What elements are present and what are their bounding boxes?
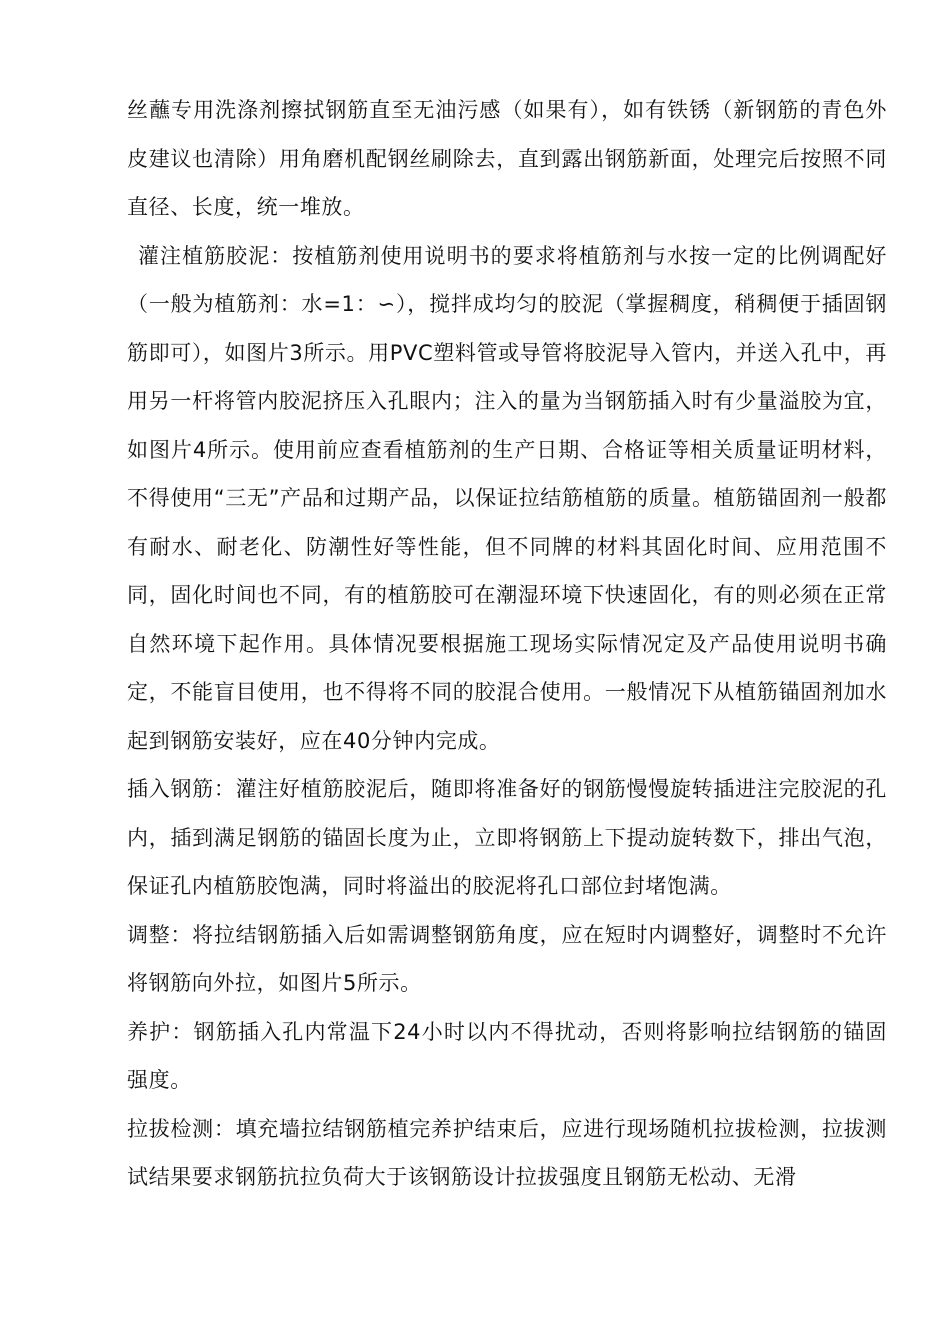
paragraph-inserting-rebar: 插入钢筋：灌注好植筋胶泥后，随即将准备好的钢筋慢慢旋转插进注完胶泥的孔内，插到满足钢筋的锚固长度为止，立即将钢筋上下提动旋转数下，排出气泡，保证孔内植筋胶饱满，同时将溢出的胶泥将孔口部位封堵饱满。 <box>127 777 887 898</box>
paragraph-cleaning-rebar: 丝蘸专用洗涤剂擦拭钢筋直至无油污感（如果有），如有铁锈（新钢筋的青色外皮建议也清除）用角磨机配钢丝刷除去，直到露出钢筋新面，处理完后按照不同直径、长度，统一堆放。 <box>127 98 887 219</box>
paragraph-adjustment: 调整：将拉结钢筋插入后如需调整钢筋角度，应在短时内调整好，调整时不允许将钢筋向外拉，如图片5所示。 <box>127 922 887 995</box>
paragraph-pullout-test: 拉拔检测：填充墙拉结钢筋植完养护结束后，应进行现场随机拉拔检测，拉拔测试结果要求钢筋抗拉负荷大于该钢筋设计拉拔强度且钢筋无松动、无滑 <box>127 1116 887 1189</box>
paragraph-grouting-adhesive: 灌注植筋胶泥：按植筋剂使用说明书的要求将植筋剂与水按一定的比例调配好（一般为植筋剂：水=1：∽），搅拌成均匀的胶泥（掌握稠度，稍稠便于插固钢筋即可），如图片3所示。用PVC塑料管或导管将胶泥导入管内，并送入孔中，再用另一杆将管内胶泥挤压入孔眼内；注入的量为当钢筋插入时有少量溢胶为宜，如图片4所示。使用前应查看植筋剂的生产日期、合格证等相关质量证明材料，不得使用“三无”产品和过期产品，以保证拉结筋植筋的质量。植筋锚固剂一般都有耐水、耐老化、防潮性好等性能，但不同牌的材料其固化时间、应用范围不同，固化时间也不同，有的植筋胶可在潮湿环境下快速固化，有的则必须在正常自然环境下起作用。具体情况要根据施工现场实际情况定及产品使用说明书确定，不能盲目使用，也不得将不同的胶混合使用。一般情况下从植筋锚固剂加水起到钢筋安装好，应在40分钟内完成。 <box>127 243 887 753</box>
document-body <box>127 86 887 1202</box>
paragraph-curing: 养护：钢筋插入孔内常温下24小时以内不得扰动，否则将影响拉结钢筋的锚固强度。 <box>127 1019 887 1092</box>
